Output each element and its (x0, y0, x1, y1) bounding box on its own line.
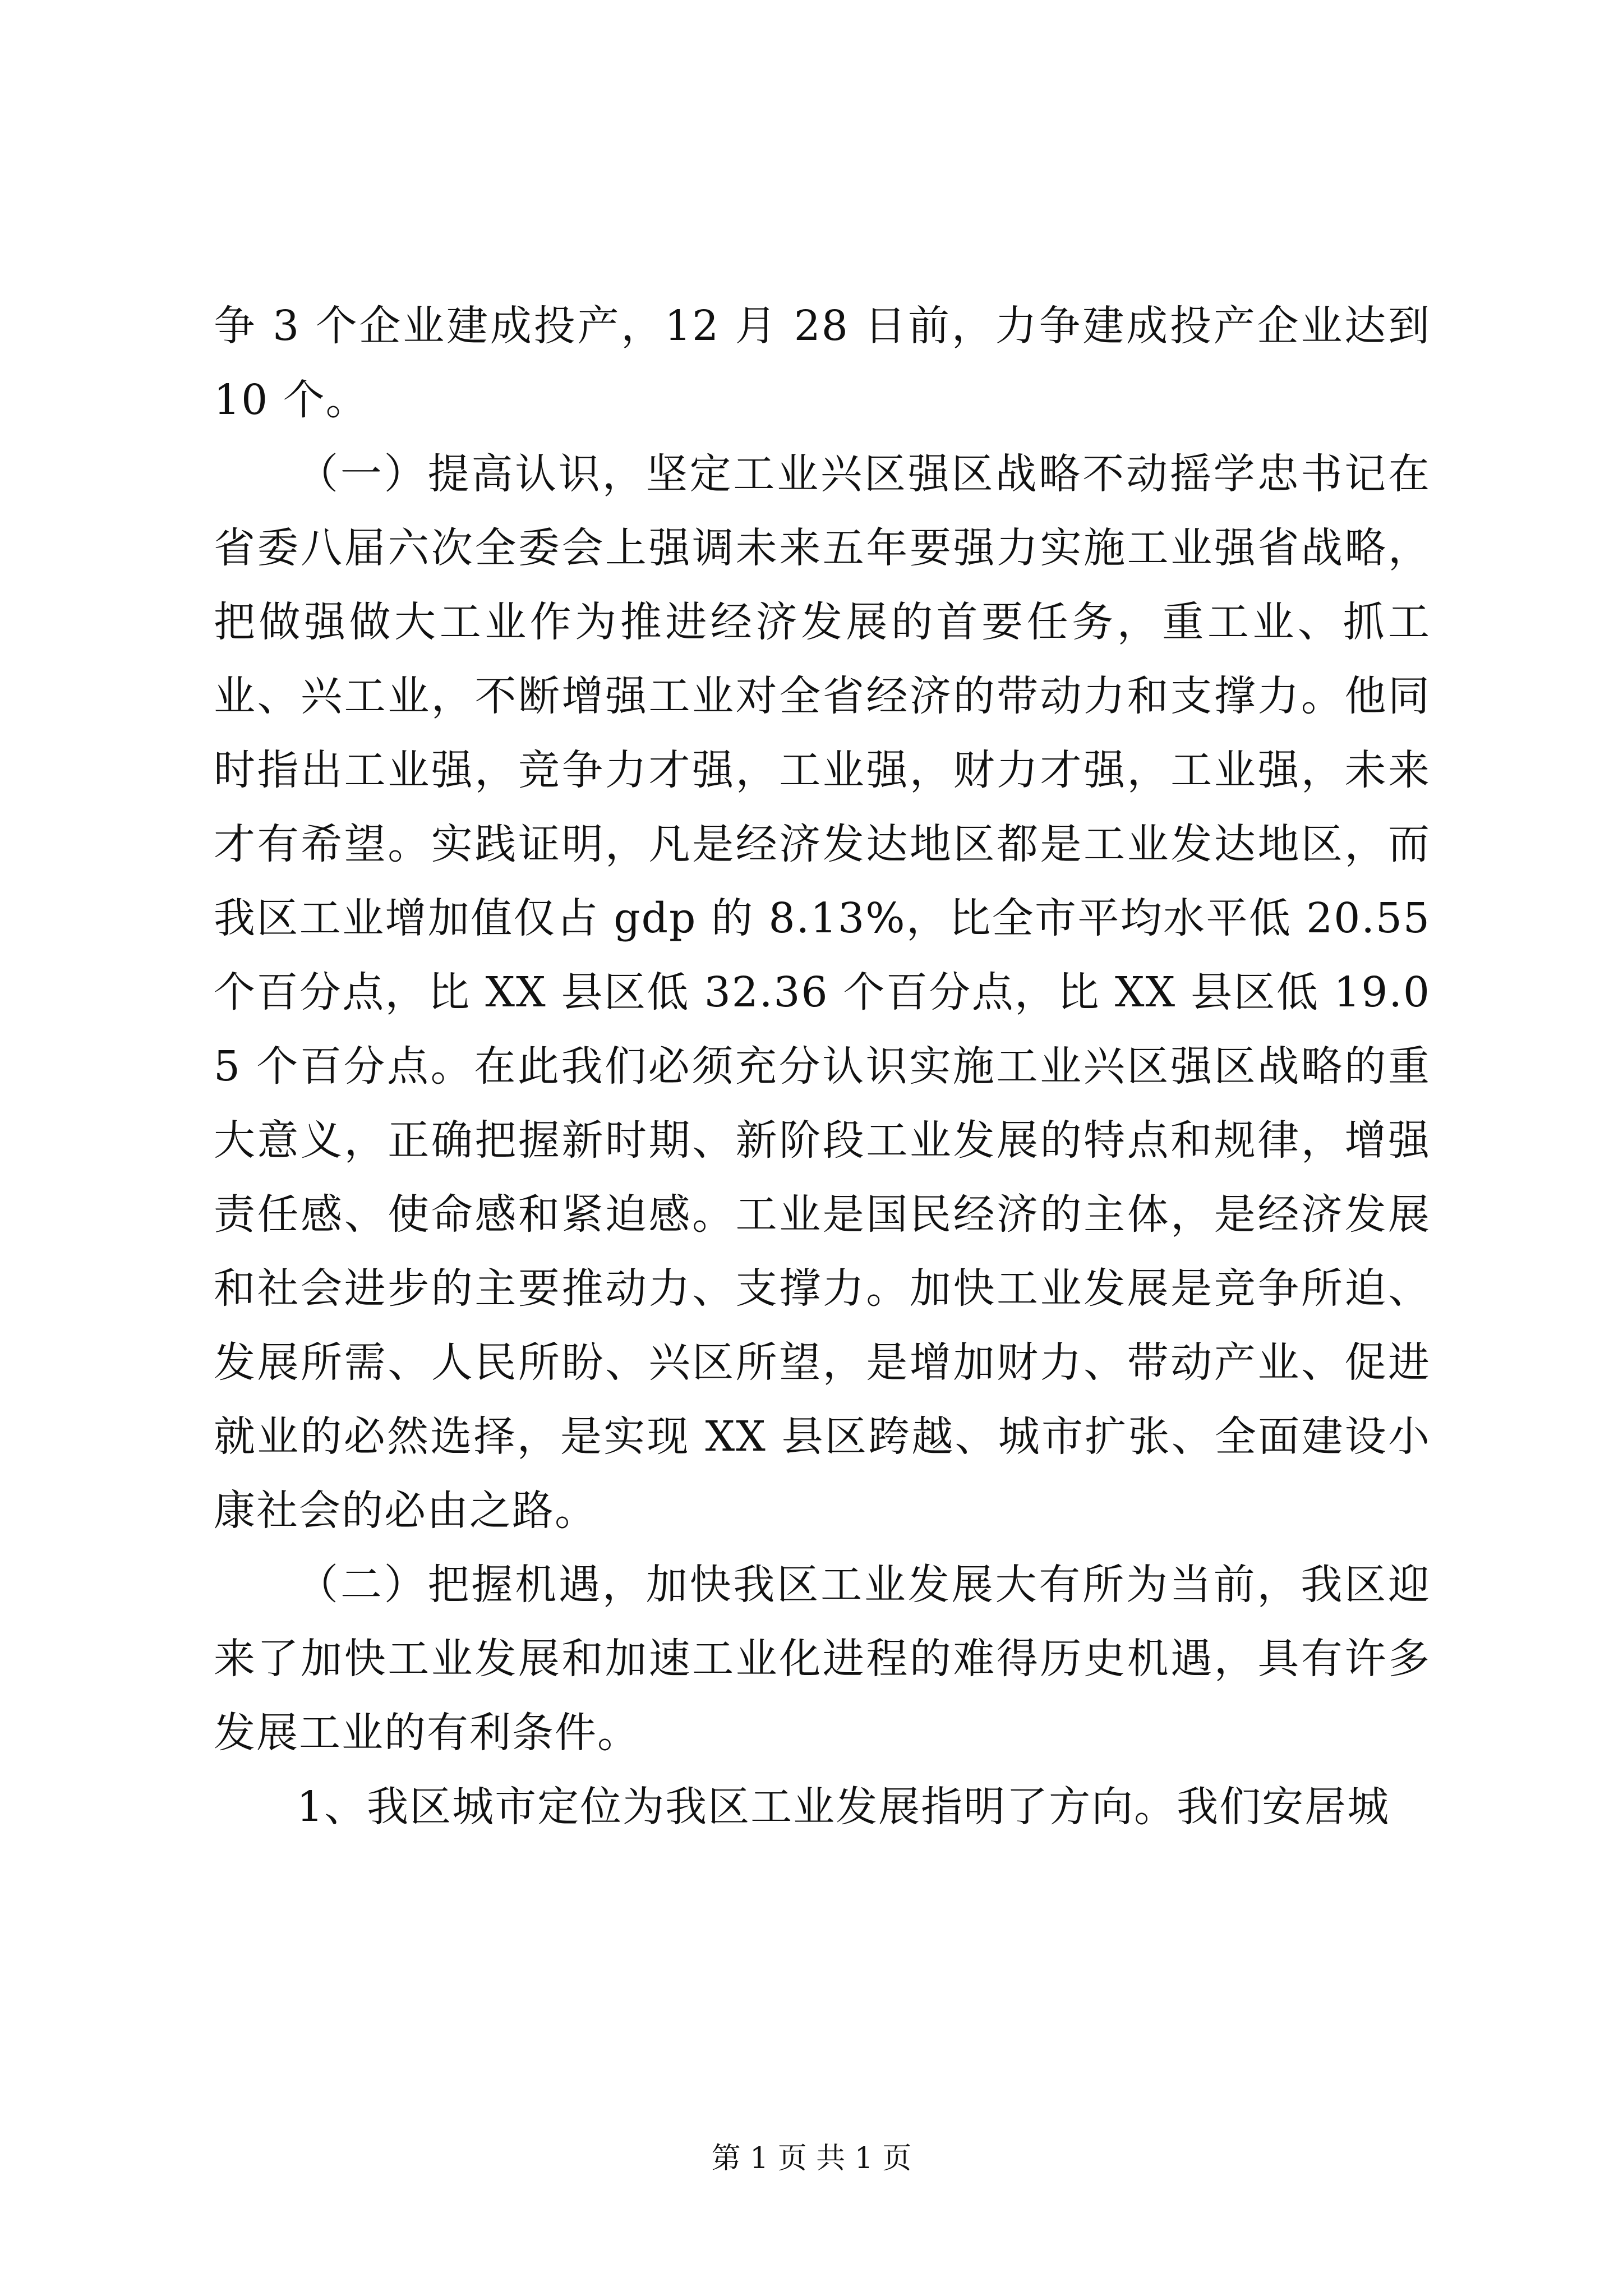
paragraph-section-2: （二）把握机遇，加快我区工业发展大有所为当前，我区迎来了加快工业发展和加速工业化进程的难得历史机遇，具有许多发展工业的有利条件。 (214, 1561, 1431, 1757)
paragraph-section-1: （一）提高认识，坚定工业兴区强区战略不动摇学忠书记在省委八届六次全委会上强调未来五年要强力实施工业强省战略，把做强做大工业作为推进经济发展的首要任务，重工业、抓工业、兴工业，不断增强工业对全省经济的带动力和支撑力。他同时指出工业强，竞争力才强，工业强，财力才强，工业强，未来才有希望。实践证明，凡是经济发达地区都是工业发达地区，而我区工业增加值仅占 gdp 的 8.13%，比全市平均水平低 20.55 个百分点，比 XX 县区低 32.36 个百分点，比 XX 县区低 19.05 个百分点。在此我们必须充分认识实施工业兴区强区战略的重大意义，正确把握新时期、新阶段工业发展的特点和规律，增强责任感、使命感和紧迫感。工业是国民经济的主体，是经济发展和社会进步的主要推动力、支撑力。加快工业发展是竞争所迫、发展所需、人民所盼、兴区所望，是增加财力、带动产业、促进就业的必然选择，是实现 XX 县区跨越、城市扩张、全面建设小康社会的必由之路。 (214, 450, 1431, 1535)
paragraph-continuation: 争 3 个企业建成投产，12 月 28 日前，力争建成投产企业达到 10 个。 (214, 302, 1431, 424)
page-footer: 第 1 页 共 1 页 (711, 2142, 912, 2175)
document-body (214, 289, 1431, 1844)
paragraph-item-1: 1、我区城市定位为我区工业发展指明了方向。我们安居城 (297, 1783, 1390, 1831)
